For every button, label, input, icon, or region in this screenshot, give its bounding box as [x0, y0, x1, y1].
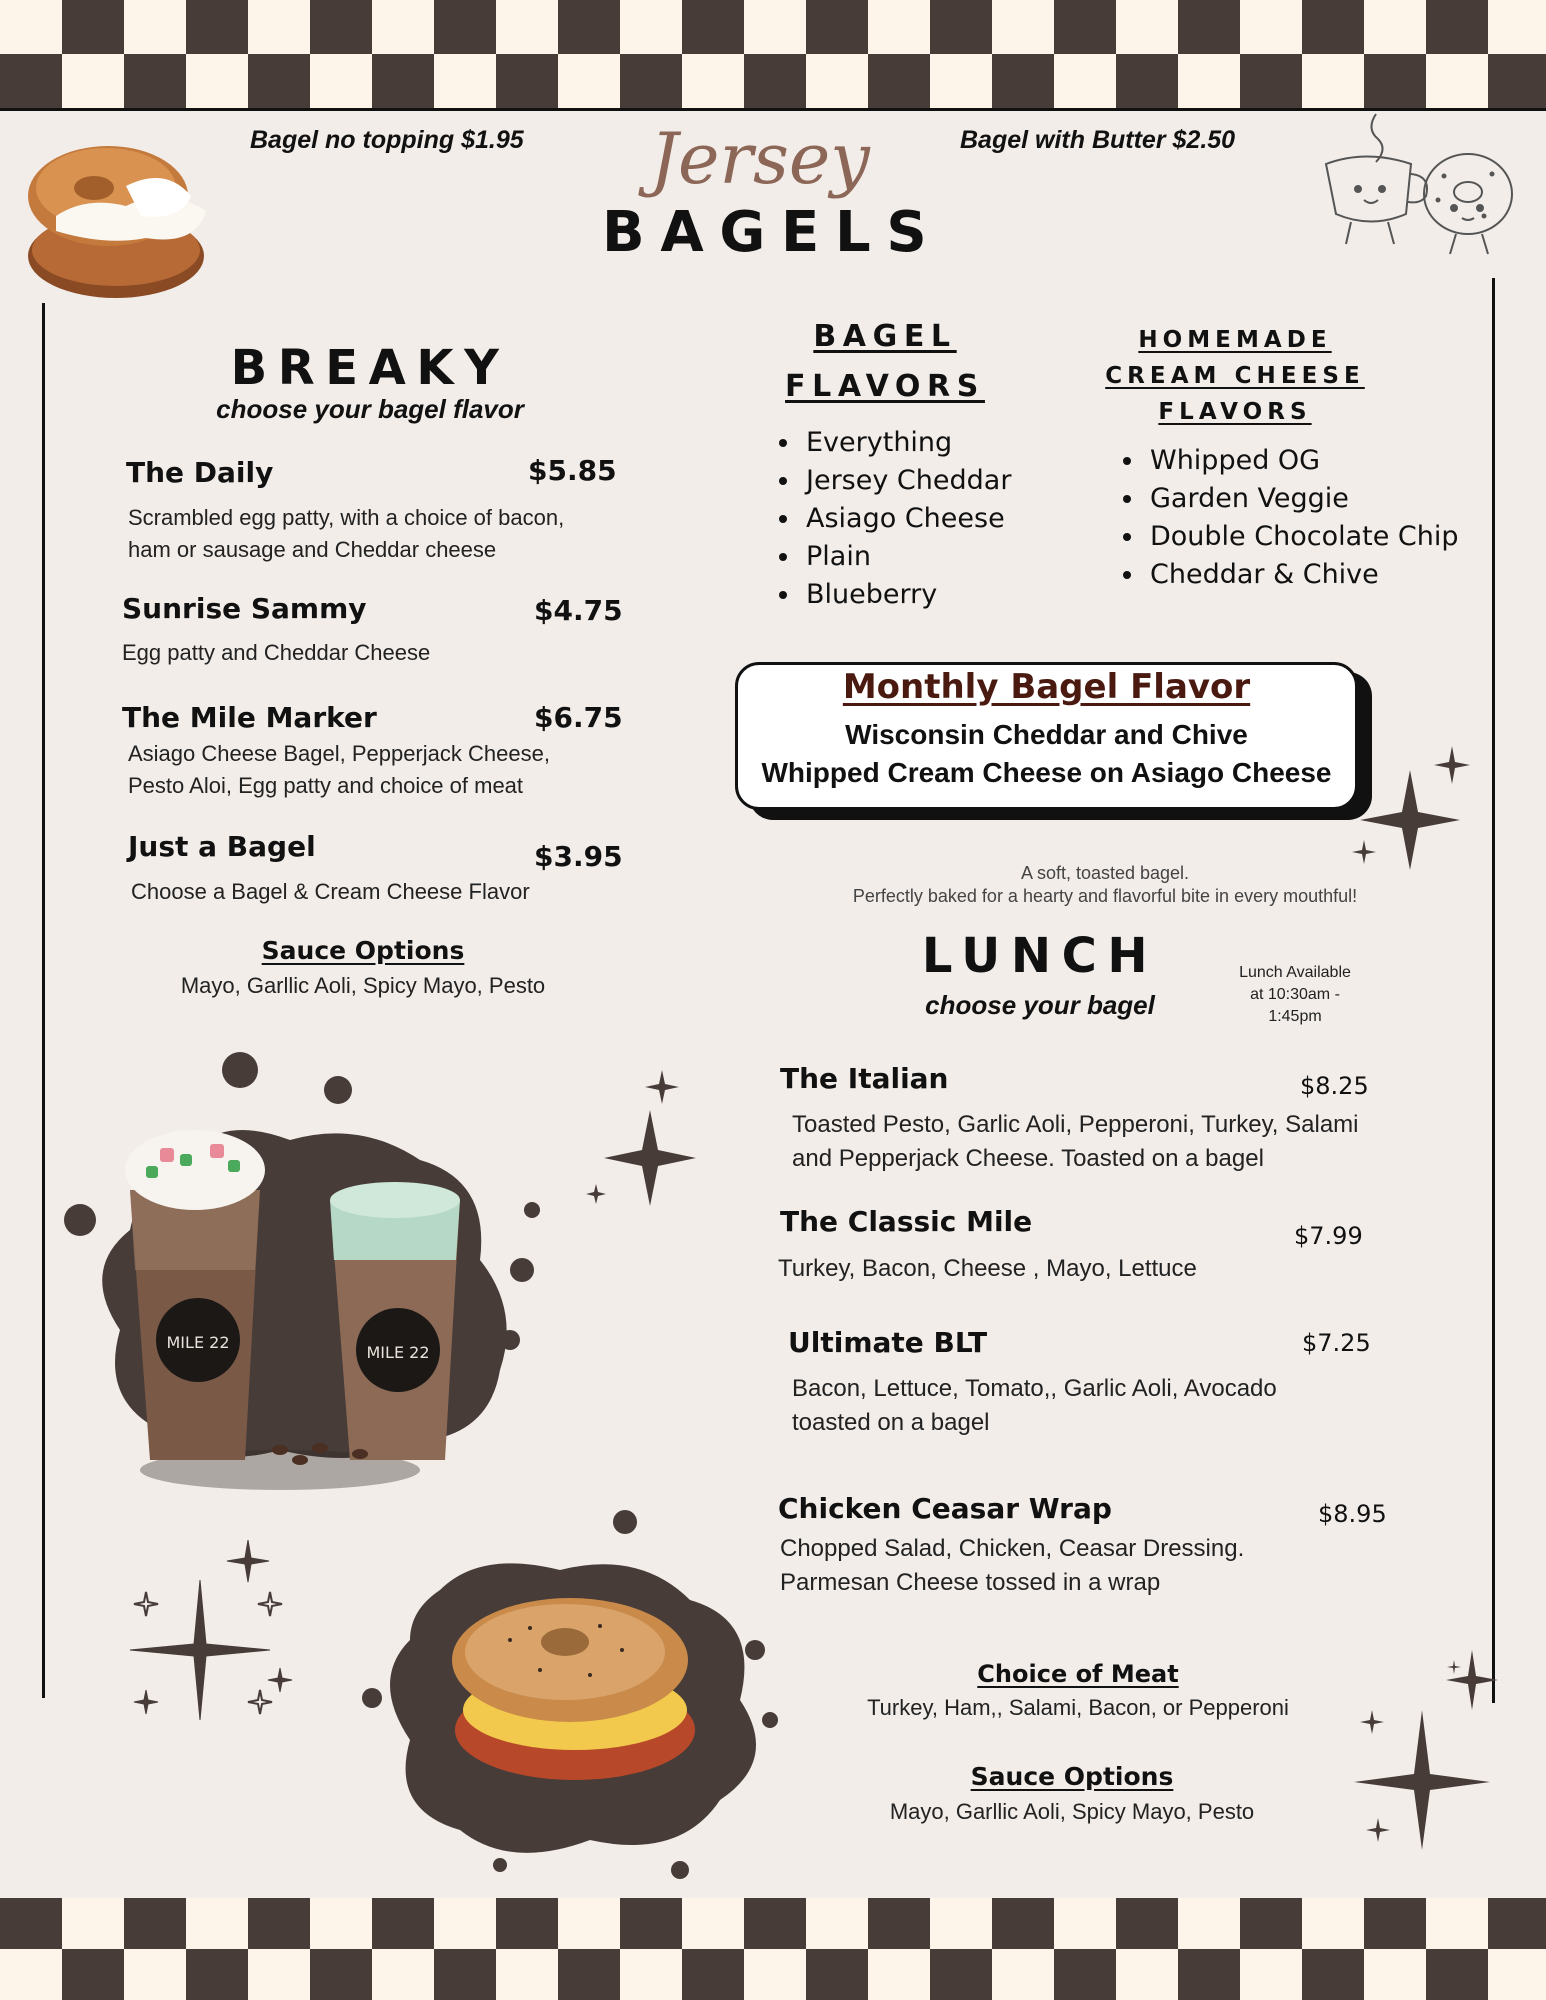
checker-square — [248, 1898, 310, 1949]
checker-square — [558, 54, 620, 108]
checker-square — [1426, 1949, 1488, 2000]
sparkle-icon — [580, 1070, 700, 1210]
checker-square — [930, 0, 992, 54]
checker-square — [806, 1898, 868, 1949]
bagel-with-butter-price: Bagel with Butter $2.50 — [960, 126, 1236, 154]
checker-square — [558, 1949, 620, 2000]
checker-square — [1364, 54, 1426, 108]
checker-square — [1302, 1898, 1364, 1949]
checker-square — [682, 54, 744, 108]
bottom-checker-border — [0, 1898, 1546, 2000]
checker-square — [620, 1949, 682, 2000]
checker-square — [310, 1949, 372, 2000]
sparkle-icon — [1340, 740, 1480, 880]
list-item: • Asiago Cheese — [802, 500, 1011, 538]
checker-square — [744, 0, 806, 54]
checker-square — [992, 0, 1054, 54]
checker-square — [682, 0, 744, 54]
checker-square — [186, 54, 248, 108]
checker-square — [124, 1949, 186, 2000]
checker-square — [1054, 54, 1116, 108]
checker-square — [1364, 1949, 1426, 2000]
lunch-item-name: Chicken Ceasar Wrap — [778, 1492, 1112, 1525]
checker-square — [1488, 1898, 1546, 1949]
sparkle-icon — [1350, 1650, 1500, 1860]
checker-square — [1302, 0, 1364, 54]
checker-square — [1426, 1898, 1488, 1949]
checker-square — [1240, 1949, 1302, 2000]
logo-main: BAGELS — [602, 200, 943, 265]
left-frame-line — [42, 303, 45, 1698]
checker-square — [744, 1949, 806, 2000]
lunch-availability — [1210, 962, 1380, 1028]
checker-square — [868, 1898, 930, 1949]
cup-label: MILE 22 — [166, 1333, 230, 1352]
bagel-flavors-list — [770, 424, 1011, 614]
checker-square — [868, 54, 930, 108]
checker-square — [1116, 54, 1178, 108]
checker-square — [1364, 0, 1426, 54]
lunch-availability-line: 1:45pm — [1268, 1008, 1322, 1025]
checker-square — [310, 0, 372, 54]
checker-square — [248, 1949, 310, 2000]
checker-square — [806, 0, 868, 54]
checker-square — [558, 1898, 620, 1949]
cream-cheese-title-line2: CREAM CHEESE — [1105, 363, 1365, 389]
checker-square — [1488, 1949, 1546, 2000]
breaky-subtitle: choose your bagel flavor — [216, 394, 524, 424]
choice-of-meat-title: Choice of Meat — [977, 1660, 1179, 1688]
checker-square — [992, 54, 1054, 108]
cream-cheese-title-line3: FLAVORS — [1158, 399, 1312, 425]
checker-square — [310, 54, 372, 108]
checker-square — [310, 1898, 372, 1949]
checker-square — [372, 1898, 434, 1949]
checker-square — [124, 1898, 186, 1949]
checker-square — [434, 1898, 496, 1949]
lunch-item-desc: Turkey, Bacon, Cheese , Mayo, Lettuce — [778, 1255, 1197, 1282]
breaky-item-name: The Mile Marker — [122, 701, 377, 734]
checker-square — [62, 1898, 124, 1949]
monthly-flavor-line1: Wisconsin Cheddar and Chive — [845, 719, 1248, 750]
lunch-item-name: Ultimate BLT — [788, 1326, 988, 1359]
lunch-item-name: The Italian — [780, 1062, 949, 1095]
lunch-subtitle: choose your bagel — [925, 990, 1155, 1020]
checker-square — [1302, 54, 1364, 108]
checker-square — [1488, 0, 1546, 54]
lunch-availability-line: Lunch Available — [1239, 964, 1351, 981]
checker-square — [62, 54, 124, 108]
checker-square — [496, 54, 558, 108]
bagel-flavors-title — [752, 312, 1018, 412]
list-item: • Whipped OG — [1146, 442, 1459, 480]
checker-square — [248, 54, 310, 108]
tagline-line1: A soft, toasted bagel. — [1020, 863, 1190, 883]
checker-square — [1178, 1949, 1240, 2000]
lunch-item-price: $8.95 — [1318, 1500, 1387, 1528]
checker-square — [1240, 0, 1302, 54]
bagel-cream-cheese-icon — [16, 126, 216, 306]
sparkle-icon — [110, 1540, 310, 1730]
breaky-item-desc: Scrambled egg patty, with a choice of bacon, ham or sausage and Cheddar cheese — [128, 505, 565, 562]
bagel-sandwich-image — [360, 1510, 790, 1880]
cream-cheese-title — [1070, 322, 1400, 430]
checker-square — [186, 1898, 248, 1949]
lunch-item-desc: Chopped Salad, Chicken, Ceasar Dressing. Parmesan Cheese tossed in a wrap — [780, 1535, 1245, 1596]
choice-of-meat-list: Turkey, Ham,, Salami, Bacon, or Pepperoni — [867, 1695, 1289, 1720]
checker-square — [186, 0, 248, 54]
checker-square — [1054, 1949, 1116, 2000]
checker-square — [62, 0, 124, 54]
cream-cheese-list — [1114, 442, 1459, 594]
checker-square — [930, 1898, 992, 1949]
list-item: • Garden Veggie — [1146, 480, 1459, 518]
monthly-flavor-box — [735, 662, 1358, 810]
checker-square — [496, 0, 558, 54]
checker-square — [992, 1898, 1054, 1949]
checker-square — [1302, 1949, 1364, 2000]
bagel-flavors-title-line2: FLAVORS — [785, 369, 985, 404]
checker-square — [620, 0, 682, 54]
breaky-item-price: $6.75 — [534, 701, 623, 734]
breaky-item-price: $4.75 — [534, 594, 623, 627]
tagline-line2: Perfectly baked for a hearty and flavorful bite in every mouthful! — [852, 886, 1358, 906]
checker-square — [992, 1949, 1054, 2000]
checker-square — [1178, 0, 1240, 54]
checker-square — [1240, 54, 1302, 108]
checker-square — [62, 1949, 124, 2000]
breaky-sauce-title: Sauce Options — [261, 936, 465, 965]
checker-square — [930, 54, 992, 108]
checker-square — [1116, 1898, 1178, 1949]
monthly-flavor-title: Monthly Bagel Flavor — [842, 667, 1251, 707]
checker-square — [372, 54, 434, 108]
checker-square — [248, 0, 310, 54]
lunch-sauce-list: Mayo, Garllic Aoli, Spicy Mayo, Pesto — [889, 1799, 1255, 1824]
checker-square — [868, 0, 930, 54]
breaky-item-desc: Egg patty and Cheddar Cheese — [122, 640, 431, 665]
checker-square — [1240, 1898, 1302, 1949]
checker-square — [620, 54, 682, 108]
checker-square — [0, 1949, 62, 2000]
checker-square — [124, 0, 186, 54]
list-item: • Cheddar & Chive — [1146, 556, 1459, 594]
cup-label: MILE 22 — [366, 1343, 430, 1362]
checker-square — [0, 54, 62, 108]
breaky-item-name: The Daily — [126, 456, 274, 489]
lunch-item-price: $7.99 — [1294, 1222, 1363, 1250]
list-item: • Double Chocolate Chip — [1146, 518, 1459, 556]
lunch-sauce-title: Sauce Options — [970, 1762, 1174, 1791]
checker-square — [868, 1949, 930, 2000]
lunch-item-price: $7.25 — [1302, 1329, 1371, 1357]
checker-square — [434, 1949, 496, 2000]
checker-square — [744, 54, 806, 108]
checker-square — [372, 1949, 434, 2000]
lunch-item-price: $8.25 — [1300, 1072, 1369, 1100]
checker-square — [806, 1949, 868, 2000]
top-checker-border — [0, 0, 1546, 108]
checker-square — [682, 1898, 744, 1949]
checker-square — [1488, 54, 1546, 108]
checker-square — [744, 1898, 806, 1949]
lunch-availability-line: at 10:30am - — [1250, 986, 1340, 1003]
checker-square — [1178, 1898, 1240, 1949]
coffee-bagel-doodle-icon — [1316, 104, 1526, 264]
checker-square — [1178, 54, 1240, 108]
checker-square — [1116, 0, 1178, 54]
breaky-sauce-list: Mayo, Garllic Aoli, Spicy Mayo, Pesto — [180, 973, 546, 998]
checker-square — [434, 0, 496, 54]
checker-square — [1426, 54, 1488, 108]
checker-square — [496, 1898, 558, 1949]
checker-square — [1426, 0, 1488, 54]
breaky-item-desc: Choose a Bagel & Cream Cheese Flavor — [131, 879, 530, 904]
checker-square — [620, 1898, 682, 1949]
list-item: • Everything — [802, 424, 1011, 462]
checker-square — [806, 54, 868, 108]
checker-square — [124, 54, 186, 108]
breaky-item-name: Just a Bagel — [128, 830, 316, 863]
bagel-flavors-title-line1: BAGEL — [813, 319, 957, 354]
list-item: • Plain — [802, 538, 1011, 576]
checker-square — [186, 1949, 248, 2000]
top-border-line — [0, 108, 1546, 111]
list-item: • Jersey Cheddar — [802, 462, 1011, 500]
breaky-item-price: $3.95 — [534, 840, 623, 873]
checker-square — [372, 0, 434, 54]
right-frame-line — [1492, 278, 1495, 1703]
checker-square — [1116, 1949, 1178, 2000]
checker-square — [682, 1949, 744, 2000]
breaky-title: BREAKY — [230, 340, 510, 396]
lunch-title: LUNCH — [921, 928, 1159, 984]
checker-square — [1054, 1898, 1116, 1949]
logo-script: Jersey — [650, 118, 870, 200]
lunch-item-desc: Toasted Pesto, Garlic Aoli, Pepperoni, Turkey, Salami and Pepperjack Cheese. Toasted on a bagel — [792, 1111, 1359, 1172]
checker-square — [1364, 1898, 1426, 1949]
monthly-flavor-line2: Whipped Cream Cheese on Asiago Cheese — [761, 757, 1332, 788]
lunch-item-desc: Bacon, Lettuce, Tomato,, Garlic Aoli, Avocado toasted on a bagel — [792, 1375, 1277, 1436]
iced-drinks-image — [60, 1050, 560, 1500]
checker-square — [0, 0, 62, 54]
bagel-no-topping-price: Bagel no topping $1.95 — [250, 126, 524, 154]
checker-square — [434, 54, 496, 108]
breaky-item-price: $5.85 — [528, 454, 617, 487]
checker-square — [0, 1898, 62, 1949]
list-item: • Blueberry — [802, 576, 1011, 614]
cream-cheese-title-line1: HOMEMADE — [1138, 327, 1332, 353]
checker-square — [496, 1949, 558, 2000]
lunch-item-name: The Classic Mile — [780, 1205, 1033, 1238]
breaky-item-name: Sunrise Sammy — [122, 592, 367, 625]
checker-square — [558, 0, 620, 54]
breaky-item-desc: Asiago Cheese Bagel, Pepperjack Cheese, Pesto Aloi, Egg patty and choice of meat — [128, 741, 550, 798]
checker-square — [930, 1949, 992, 2000]
checker-square — [1054, 0, 1116, 54]
